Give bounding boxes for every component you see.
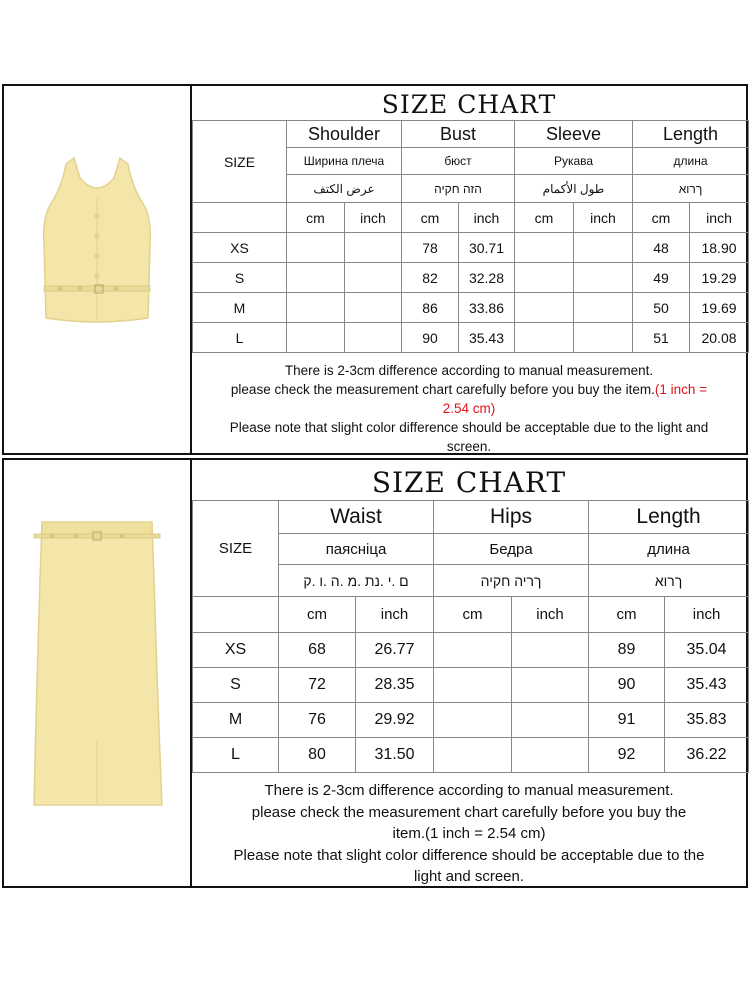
table-row xyxy=(193,668,749,703)
measurement-notes xyxy=(192,361,746,456)
hips-inch-cell xyxy=(512,703,589,738)
length-inch-cell: 19.69 xyxy=(690,293,749,323)
hips-cm-cell xyxy=(434,633,512,668)
column-header-sleeve-alt: طول الأكمام xyxy=(515,175,633,203)
unit-inch: inch xyxy=(459,203,515,233)
bottom-product-image-panel xyxy=(4,460,192,886)
column-header-waist-ru: паясніца xyxy=(279,534,434,565)
table-row xyxy=(193,323,749,353)
unit-cm: cm xyxy=(589,597,665,633)
length-inch-cell: 19.29 xyxy=(690,263,749,293)
waist-inch-cell: 28.35 xyxy=(356,668,434,703)
bust-inch-cell: 30.71 xyxy=(459,233,515,263)
hips-cm-cell xyxy=(434,738,512,773)
size-cell: L xyxy=(193,738,279,773)
note-difference: There is 2-3cm difference according to manual measurement. xyxy=(264,782,674,799)
shoulder-cm-cell xyxy=(287,323,345,353)
table-row xyxy=(193,233,749,263)
waist-inch-cell: 31.50 xyxy=(356,738,434,773)
length-cm-cell: 91 xyxy=(589,703,665,738)
column-header-waist: Waist xyxy=(279,501,434,534)
shoulder-cm-cell xyxy=(287,263,345,293)
column-header-shoulder-ru: Ширина плеча xyxy=(287,148,402,175)
unit-cm: cm xyxy=(402,203,459,233)
note-check-chart xyxy=(192,380,746,399)
column-header-length-alt: ךרוא xyxy=(589,565,749,597)
size-cell: S xyxy=(193,668,279,703)
column-header-sleeve: Sleeve xyxy=(515,121,633,148)
column-header-length-alt: ךרוא xyxy=(633,175,749,203)
note-color-difference-cont: light and screen. xyxy=(413,868,525,885)
note-inch-conversion: item.(1 inch = 2.54 cm) xyxy=(392,825,546,842)
halter-vest-icon xyxy=(4,86,190,453)
length-inch-cell: 35.04 xyxy=(665,633,749,668)
unit-cm: cm xyxy=(515,203,574,233)
length-inch-cell: 36.22 xyxy=(665,738,749,773)
size-cell: M xyxy=(193,703,279,738)
measurement-notes xyxy=(192,780,746,888)
pencil-skirt-icon xyxy=(4,460,190,886)
column-header-hips-alt: ךריה חקיה xyxy=(434,565,589,597)
column-header-hips-ru: Бедра xyxy=(434,534,589,565)
waist-cm-cell: 76 xyxy=(279,703,356,738)
shoulder-cm-cell xyxy=(287,233,345,263)
length-cm-cell: 51 xyxy=(633,323,690,353)
sleeve-inch-cell xyxy=(574,263,633,293)
size-cell: S xyxy=(193,263,287,293)
hips-inch-cell xyxy=(512,633,589,668)
column-header-length: Length xyxy=(589,501,749,534)
page-title: SIZE CHART xyxy=(371,466,567,499)
unit-inch: inch xyxy=(356,597,434,633)
column-header-length-ru: длина xyxy=(589,534,749,565)
bottom-size-table-area xyxy=(192,460,746,886)
bottom-size-table xyxy=(192,500,749,773)
table-row xyxy=(193,703,749,738)
bust-cm-cell: 82 xyxy=(402,263,459,293)
length-cm-cell: 50 xyxy=(633,293,690,323)
table-row xyxy=(193,263,749,293)
waist-cm-cell: 80 xyxy=(279,738,356,773)
note-color-difference: Please note that slight color difference should be acceptable due to the light and xyxy=(229,420,709,435)
hips-inch-cell xyxy=(512,668,589,703)
shoulder-inch-cell xyxy=(345,263,402,293)
waist-cm-cell: 68 xyxy=(279,633,356,668)
unit-cm: cm xyxy=(287,203,345,233)
note-check-text: please check the measurement chart carefully before you buy the item. xyxy=(230,382,655,397)
unit-inch: inch xyxy=(574,203,633,233)
size-header: SIZE xyxy=(193,501,279,597)
column-header-shoulder: Shoulder xyxy=(287,121,402,148)
column-header-shoulder-alt: عرض الكتف xyxy=(287,175,402,203)
unit-inch: inch xyxy=(690,203,749,233)
top-size-table-area xyxy=(192,86,746,453)
waist-inch-cell: 29.92 xyxy=(356,703,434,738)
length-cm-cell: 92 xyxy=(589,738,665,773)
bust-cm-cell: 86 xyxy=(402,293,459,323)
shoulder-cm-cell xyxy=(287,293,345,323)
bust-inch-cell: 33.86 xyxy=(459,293,515,323)
column-header-waist-alt: ם .י .נת .מ .ה .ו .ק xyxy=(279,565,434,597)
size-cell: XS xyxy=(193,233,287,263)
unit-spacer xyxy=(193,597,279,633)
sleeve-cm-cell xyxy=(515,233,574,263)
column-header-bust: Bust xyxy=(402,121,515,148)
shoulder-inch-cell xyxy=(345,233,402,263)
sleeve-cm-cell xyxy=(515,293,574,323)
bust-cm-cell: 78 xyxy=(402,233,459,263)
length-cm-cell: 90 xyxy=(589,668,665,703)
unit-cm: cm xyxy=(434,597,512,633)
table-row xyxy=(193,633,749,668)
unit-spacer xyxy=(193,203,287,233)
note-inch-conversion-cont: 2.54 cm) xyxy=(442,401,496,416)
unit-cm: cm xyxy=(633,203,690,233)
waist-inch-cell: 26.77 xyxy=(356,633,434,668)
waist-cm-cell: 72 xyxy=(279,668,356,703)
column-header-bust-alt: הזה חקיה xyxy=(402,175,515,203)
size-cell: XS xyxy=(193,633,279,668)
length-inch-cell: 20.08 xyxy=(690,323,749,353)
unit-cm: cm xyxy=(279,597,356,633)
hips-cm-cell xyxy=(434,703,512,738)
note-color-difference-cont: screen. xyxy=(446,439,492,454)
length-cm-cell: 48 xyxy=(633,233,690,263)
table-row xyxy=(193,738,749,773)
bust-inch-cell: 32.28 xyxy=(459,263,515,293)
hips-cm-cell xyxy=(434,668,512,703)
length-cm-cell: 89 xyxy=(589,633,665,668)
size-cell: M xyxy=(193,293,287,323)
size-header: SIZE xyxy=(193,121,287,203)
top-size-chart-block xyxy=(2,84,748,455)
bust-cm-cell: 90 xyxy=(402,323,459,353)
column-header-length-ru: длина xyxy=(633,148,749,175)
shoulder-inch-cell xyxy=(345,323,402,353)
length-inch-cell: 18.90 xyxy=(690,233,749,263)
bust-inch-cell: 35.43 xyxy=(459,323,515,353)
sleeve-cm-cell xyxy=(515,323,574,353)
table-row xyxy=(193,293,749,323)
length-cm-cell: 49 xyxy=(633,263,690,293)
size-cell: L xyxy=(193,323,287,353)
sleeve-inch-cell xyxy=(574,323,633,353)
sleeve-inch-cell xyxy=(574,233,633,263)
note-inch-conversion: (1 inch = xyxy=(654,382,708,397)
bottom-size-chart-block xyxy=(2,458,748,888)
note-difference: There is 2-3cm difference according to manual measurement. xyxy=(284,363,654,378)
column-header-length: Length xyxy=(633,121,749,148)
column-header-sleeve-ru: Рукава xyxy=(515,148,633,175)
unit-inch: inch xyxy=(512,597,589,633)
unit-inch: inch xyxy=(345,203,402,233)
page-title: SIZE CHART xyxy=(381,90,557,119)
length-inch-cell: 35.43 xyxy=(665,668,749,703)
sleeve-cm-cell xyxy=(515,263,574,293)
note-color-difference: Please note that slight color difference should be acceptable due to the xyxy=(233,846,705,864)
unit-inch: inch xyxy=(665,597,749,633)
column-header-hips: Hips xyxy=(434,501,589,534)
sleeve-inch-cell xyxy=(574,293,633,323)
column-header-bust-ru: бюст xyxy=(402,148,515,175)
shoulder-inch-cell xyxy=(345,293,402,323)
note-check-chart: please check the measurement chart carefully before you buy the xyxy=(251,803,687,821)
top-product-image-panel xyxy=(4,86,192,453)
top-size-table xyxy=(192,120,749,353)
hips-inch-cell xyxy=(512,738,589,773)
length-inch-cell: 35.83 xyxy=(665,703,749,738)
